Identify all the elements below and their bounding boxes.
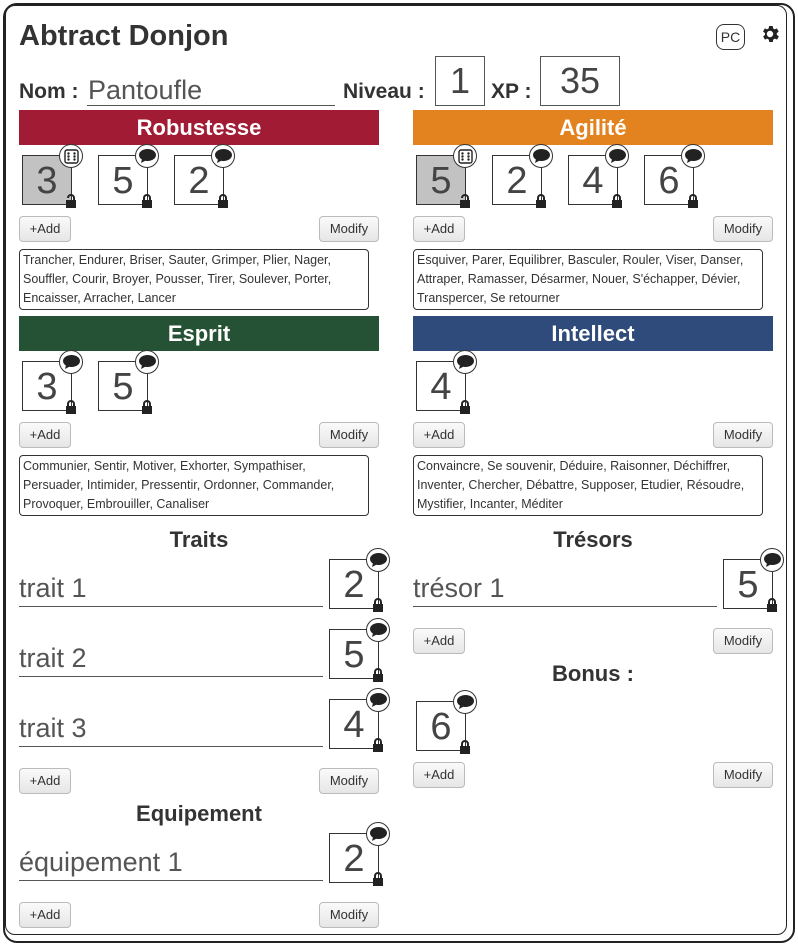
comment-icon[interactable] — [211, 144, 235, 168]
esprit-skills: Communier, Sentir, Motiver, Exhorter, Sympathiser, Persuader, Intimider, Pressentir, Ordonner, Commander, Provoquer, Embrouiller, Canaliser — [19, 455, 369, 516]
lock-icon[interactable] — [687, 194, 699, 208]
die-value: 4 — [582, 160, 604, 202]
die-value: 3 — [36, 160, 58, 202]
die-value: 6 — [430, 706, 452, 748]
robustesse-banner: Robustesse — [19, 110, 379, 145]
bonus-die[interactable] — [416, 701, 466, 751]
agilite-banner: Agilité — [413, 110, 773, 145]
esprit-die[interactable] — [22, 361, 72, 411]
comment-icon[interactable] — [605, 144, 629, 168]
level-label: Niveau : — [343, 80, 425, 103]
comment-icon[interactable] — [366, 688, 390, 712]
name-input[interactable]: Pantoufle — [87, 74, 335, 106]
die-value: 5 — [112, 366, 134, 408]
traits-title: Traits — [169, 527, 229, 552]
robustesse-die[interactable] — [22, 155, 72, 205]
unlock-icon[interactable] — [65, 194, 77, 208]
lock-icon[interactable] — [459, 740, 471, 754]
esprit-modify-button[interactable]: Modify — [319, 422, 379, 448]
dice-icon[interactable] — [59, 144, 83, 168]
comment-icon[interactable] — [59, 350, 83, 374]
trait-name-input[interactable]: trait 2 — [19, 641, 323, 677]
agilite-skills: Esquiver, Parer, Equilibrer, Basculer, Rouler, Viser, Danser, Attraper, Ramasser, Désarmer, Nouer, S'échapper, Dévier, Transpercer, Se retourner — [413, 249, 763, 310]
trait-die[interactable] — [329, 699, 379, 749]
comment-icon[interactable] — [366, 618, 390, 642]
comment-icon[interactable] — [681, 144, 705, 168]
die-value: 5 — [737, 564, 759, 606]
agilite-die[interactable] — [644, 155, 694, 205]
agilite-die[interactable] — [416, 155, 466, 205]
tresor-name-input[interactable]: trésor 1 — [413, 571, 717, 607]
comment-icon[interactable] — [366, 548, 390, 572]
pc-button[interactable]: PC — [716, 24, 745, 50]
comment-icon[interactable] — [135, 350, 159, 374]
intellect-die[interactable] — [416, 361, 466, 411]
comment-icon[interactable] — [760, 548, 784, 572]
level-input[interactable]: 1 — [435, 56, 485, 106]
die-value: 2 — [343, 838, 365, 880]
tresors-modify-button[interactable]: Modify — [713, 628, 773, 654]
intellect-add-button[interactable]: +Add — [413, 422, 465, 448]
agilite-add-button[interactable]: +Add — [413, 216, 465, 242]
lock-icon[interactable] — [65, 400, 77, 414]
xp-input[interactable]: 35 — [540, 56, 620, 106]
comment-icon[interactable] — [135, 144, 159, 168]
lock-icon[interactable] — [459, 400, 471, 414]
esprit-die[interactable] — [98, 361, 148, 411]
equipement-title: Equipement — [136, 801, 262, 826]
trait-die[interactable] — [329, 559, 379, 609]
robustesse-skills: Trancher, Endurer, Briser, Sauter, Grimper, Plier, Nager, Souffler, Courir, Broyer, Pousser, Tirer, Soulever, Porter, Encaisser, Arracher, Lancer — [19, 249, 369, 310]
die-value: 4 — [343, 704, 365, 746]
equipement-modify-button[interactable]: Modify — [319, 902, 379, 928]
lock-icon[interactable] — [372, 738, 384, 752]
traits-add-button[interactable]: +Add — [19, 768, 71, 794]
bonus-title: Bonus : — [552, 661, 634, 686]
comment-icon[interactable] — [453, 690, 477, 714]
tresors-add-button[interactable]: +Add — [413, 628, 465, 654]
name-label: Nom : — [19, 80, 79, 103]
lock-icon[interactable] — [141, 400, 153, 414]
trait-die[interactable] — [329, 629, 379, 679]
comment-icon[interactable] — [529, 144, 553, 168]
comment-icon[interactable] — [453, 350, 477, 374]
intellect-banner: Intellect — [413, 316, 773, 351]
equipement-add-button[interactable]: +Add — [19, 902, 71, 928]
gear-icon[interactable] — [759, 23, 781, 45]
tresor-die[interactable] — [723, 559, 773, 609]
unlock-icon[interactable] — [459, 194, 471, 208]
esprit-add-button[interactable]: +Add — [19, 422, 71, 448]
die-value: 5 — [343, 634, 365, 676]
agilite-die[interactable] — [492, 155, 542, 205]
comment-icon[interactable] — [366, 822, 390, 846]
robustesse-add-button[interactable]: +Add — [19, 216, 71, 242]
die-value: 2 — [506, 160, 528, 202]
robustesse-die[interactable] — [174, 155, 224, 205]
lock-icon[interactable] — [372, 668, 384, 682]
agilite-modify-button[interactable]: Modify — [713, 216, 773, 242]
die-value: 4 — [430, 366, 452, 408]
die-value: 5 — [112, 160, 134, 202]
traits-modify-button[interactable]: Modify — [319, 768, 379, 794]
intellect-modify-button[interactable]: Modify — [713, 422, 773, 448]
lock-icon[interactable] — [535, 194, 547, 208]
die-value: 3 — [36, 366, 58, 408]
trait-name-input[interactable]: trait 1 — [19, 571, 323, 607]
trait-name-input[interactable]: trait 3 — [19, 711, 323, 747]
bonus-add-button[interactable]: +Add — [413, 762, 465, 788]
die-value: 6 — [658, 160, 680, 202]
robustesse-modify-button[interactable]: Modify — [319, 216, 379, 242]
lock-icon[interactable] — [372, 872, 384, 886]
app-title: Abtract Donjon — [19, 20, 229, 52]
lock-icon[interactable] — [611, 194, 623, 208]
die-value: 2 — [343, 564, 365, 606]
agilite-die[interactable] — [568, 155, 618, 205]
intellect-skills: Convaincre, Se souvenir, Déduire, Raisonner, Déchiffrer, Inventer, Chercher, Débattre, Supposer, Etudier, Résoudre, Mystifier, Incanter, Méditer — [413, 455, 763, 516]
xp-label: XP : — [491, 80, 532, 103]
lock-icon[interactable] — [217, 194, 229, 208]
robustesse-die[interactable] — [98, 155, 148, 205]
bonus-modify-button[interactable]: Modify — [713, 762, 773, 788]
tresors-title: Trésors — [553, 527, 633, 552]
die-value: 5 — [430, 160, 452, 202]
equipement-die[interactable] — [329, 833, 379, 883]
dice-icon[interactable] — [453, 144, 477, 168]
lock-icon[interactable] — [766, 598, 778, 612]
esprit-banner: Esprit — [19, 316, 379, 351]
lock-icon[interactable] — [141, 194, 153, 208]
lock-icon[interactable] — [372, 598, 384, 612]
equipement-name-input[interactable]: équipement 1 — [19, 845, 323, 881]
die-value: 2 — [188, 160, 210, 202]
